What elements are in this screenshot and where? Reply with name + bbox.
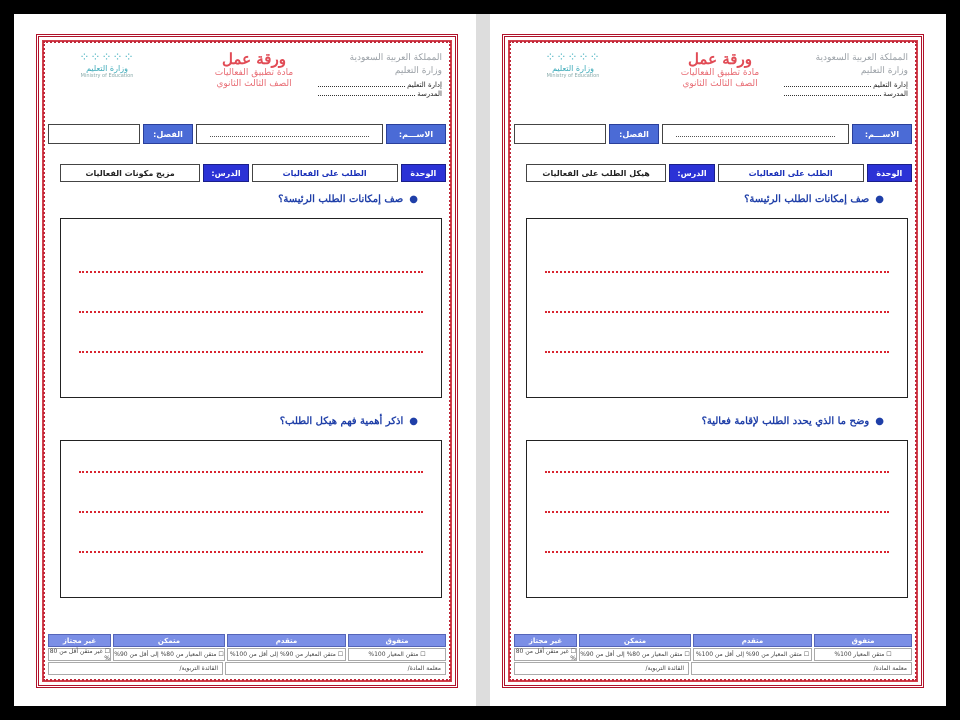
class-label: الفصل: [609,124,659,144]
answer-box-2[interactable] [526,440,908,598]
bullet-icon: ● [409,194,418,205]
bullet-icon: ● [875,416,884,427]
header-title-block [184,50,324,90]
worksheet-title: ورقة عمل [222,50,286,68]
class-label: الفصل: [143,124,193,144]
level-header: غير مجتاز [514,634,577,647]
question-2: ●اذكر أهمية فهم هيكل الطلب؟ [279,416,418,427]
bullet-icon: ● [409,416,418,427]
level-header: متقدم [693,634,812,647]
ministry-logo: ⁘⁘⁘⁘⁘ وزارة التعليم Ministry of Education [518,50,628,79]
unit-label: الوحدة [401,164,446,182]
answer-box-1[interactable] [60,218,442,398]
criteria-cell[interactable]: ☐ متقن المعيار من 90% إلى أقل من 100% [693,648,812,661]
student-info-bar [48,124,446,144]
ministry-logo: ⁘⁘⁘⁘⁘ وزارة التعليم Ministry of Education [52,50,162,79]
grade-name: الصف الثالث الثانوي [682,79,758,89]
assessment-footer [48,634,446,674]
header-admin-block [318,52,442,98]
criteria-cell[interactable]: ☐ متقن المعيار 100% [814,648,912,661]
answer-box-1[interactable] [526,218,908,398]
ministry-logo-icon: ⁘⁘⁘⁘⁘ [79,50,135,64]
teacher-signature[interactable]: معلمة المادة/ [691,662,912,675]
supervisor-signature[interactable]: القائدة التربوية/ [514,662,689,675]
header-title-block [650,50,790,90]
worksheet-left [36,34,458,688]
question-1: ●صف إمكانات الطلب الرئيسة؟ [278,194,418,205]
question-2: ●وضح ما الذي يحدد الطلب لإقامة فعالية؟ [701,416,884,427]
lesson-value: مزيج مكونات الفعاليات [60,164,200,182]
supervisor-signature[interactable]: القائدة التربوية/ [48,662,223,675]
level-header: متقدم [227,634,346,647]
unit-label: الوحدة [867,164,912,182]
lesson-label: الدرس: [203,164,248,182]
kingdom-crest: المملكة العربية السعودية وزارة التعليم [815,53,908,76]
student-info-bar [514,124,912,144]
school-admin-label: إدارة التعليم [407,81,442,89]
grade-name: الصف الثالث الثانوي [216,79,292,89]
worksheet-right [502,34,924,688]
level-header: متفوق [814,634,912,647]
bullet-icon: ● [875,194,884,205]
page-frame [14,14,946,706]
page-divider [476,14,490,706]
header-admin-block [784,52,908,98]
question-1: ●صف إمكانات الطلب الرئيسة؟ [744,194,884,205]
unit-value: الطلب على الفعاليات [252,164,398,182]
level-header: غير مجتاز [48,634,111,647]
criteria-cell[interactable]: ☐ غير متقن أقل من 80 % [515,647,576,662]
teacher-signature[interactable]: معلمة المادة/ [225,662,446,675]
level-header: متمكن [579,634,691,647]
lesson-value: هيكل الطلب على الفعاليات [526,164,666,182]
lesson-label: الدرس: [669,164,714,182]
name-field[interactable] [662,124,849,144]
unit-lesson-bar [60,164,446,182]
unit-lesson-bar [526,164,912,182]
name-field[interactable] [196,124,383,144]
level-header: متمكن [113,634,225,647]
name-label: الاســـم: [386,124,446,144]
worksheet-title: ورقة عمل [688,50,752,68]
criteria-cell[interactable]: ☐ متقن المعيار 100% [348,648,446,661]
criteria-cell[interactable]: ☐ متقن المعيار من 80% إلى أقل من 90% [113,648,225,661]
school-label: المدرسة [883,90,908,98]
school-admin-label: إدارة التعليم [873,81,908,89]
level-header: متفوق [348,634,446,647]
criteria-cell[interactable]: ☐ غير متقن أقل من 80 % [49,647,110,662]
answer-box-2[interactable] [60,440,442,598]
assessment-footer [514,634,912,674]
subject-name: مادة تطبيق الفعاليات [214,68,294,78]
school-label: المدرسة [417,90,442,98]
kingdom-crest: المملكة العربية السعودية وزارة التعليم [349,53,442,76]
criteria-cell[interactable]: ☐ متقن المعيار من 80% إلى أقل من 90% [579,648,691,661]
name-label: الاســـم: [852,124,912,144]
subject-name: مادة تطبيق الفعاليات [680,68,760,78]
unit-value: الطلب على الفعاليات [718,164,864,182]
class-field[interactable] [48,124,140,144]
class-field[interactable] [514,124,606,144]
criteria-cell[interactable]: ☐ متقن المعيار من 90% إلى أقل من 100% [227,648,346,661]
ministry-logo-icon: ⁘⁘⁘⁘⁘ [545,50,601,64]
